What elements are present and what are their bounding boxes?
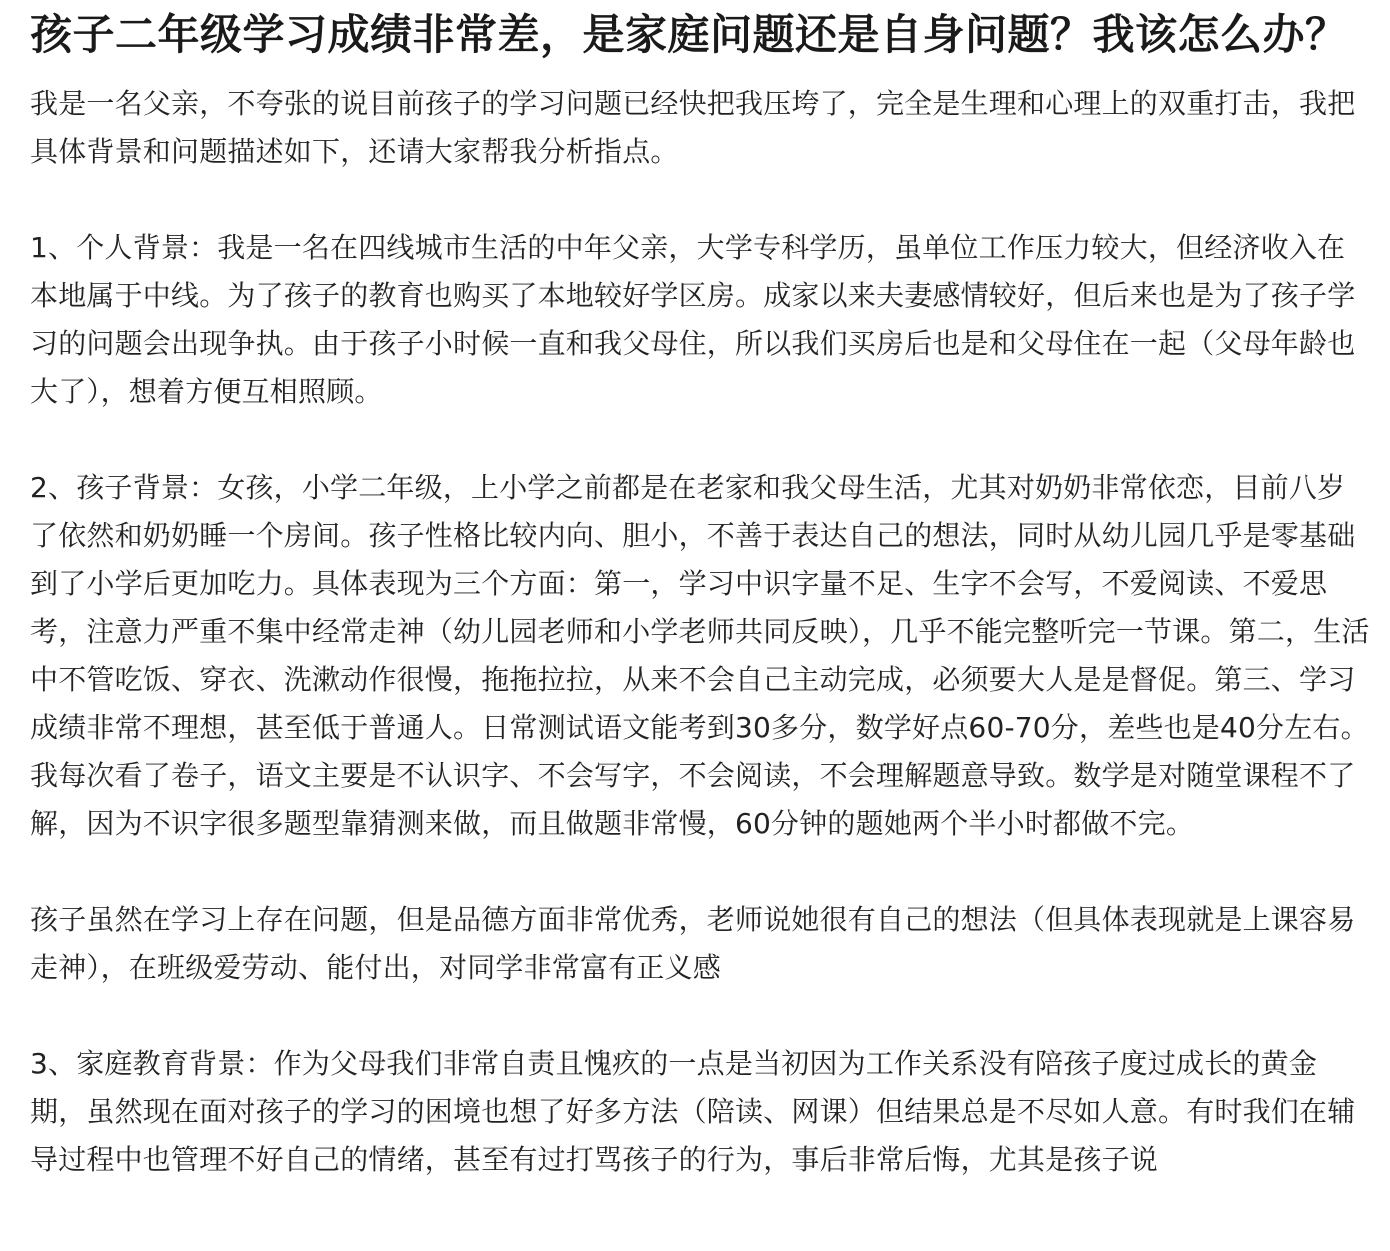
article-title: 孩子二年级学习成绩非常差，是家庭问题还是自身问题？我该怎么办？	[30, 10, 1348, 59]
paragraph-personal-background: 1、个人背景：我是一名在四线城市生活的中年父亲，大学专科学历，虽单位工作压力较大，但经济收入在本地属于中线。为了孩子的教育也购买了本地较好学区房。成家以来夫妻感情较好，但后来也是为了孩子学习的问题会出现争执。由于孩子小时候一直和我父母住，所以我们买房后也是和父母住在一起（父母年龄也大了），想着方便互相照顾。	[30, 231, 1356, 408]
article-body	[30, 80, 1370, 1184]
paragraph-intro: 我是一名父亲，不夸张的说目前孩子的学习问题已经快把我压垮了，完全是生理和心理上的双重打击，我把具体背景和问题描述如下，还请大家帮我分析指点。	[30, 87, 1356, 168]
article	[30, 0, 1370, 1232]
paragraph-character: 孩子虽然在学习上存在问题，但是品德方面非常优秀，老师说她很有自己的想法（但具体表现就是上课容易走神），在班级爱劳动、能付出，对同学非常富有正义感	[30, 903, 1356, 984]
paragraph-family-education: 3、家庭教育背景：作为父母我们非常自责且愧疚的一点是当初因为工作关系没有陪孩子度过成长的黄金期，虽然现在面对孩子的学习的困境也想了好多方法（陪读、网课）但结果总是不尽如人意。有时我们在辅导过程中也管理不好自己的情绪，甚至有过打骂孩子的行为，事后非常后悔，尤其是孩子说	[30, 1047, 1356, 1176]
paragraph-child-background: 2、孩子背景：女孩，小学二年级，上小学之前都是在老家和我父母生活，尤其对奶奶非常依恋，目前八岁了依然和奶奶睡一个房间。孩子性格比较内向、胆小，不善于表达自己的想法，同时从幼儿园几乎是零基础到了小学后更加吃力。具体表现为三个方面：第一，学习中识字量不足、生字不会写，不爱阅读、不爱思考，注意力严重不集中经常走神（幼儿园老师和小学老师共同反映），几乎不能完整听完一节课。第二，生活中不管吃饭、穿衣、洗漱动作很慢，拖拖拉拉，从来不会自己主动完成，必须要大人是是督促。第三、学习成绩非常不理想，甚至低于普通人。日常测试语文能考到30多分，数学好点60-70分，差些也是40分左右。我每次看了卷子，语文主要是不认识字、不会写字，不会阅读，不会理解题意导致。数学是对随堂课程不了解，因为不识字很多题型靠猜测来做，而且做题非常慢，60分钟的题她两个半小时都做不完。	[30, 471, 1370, 840]
